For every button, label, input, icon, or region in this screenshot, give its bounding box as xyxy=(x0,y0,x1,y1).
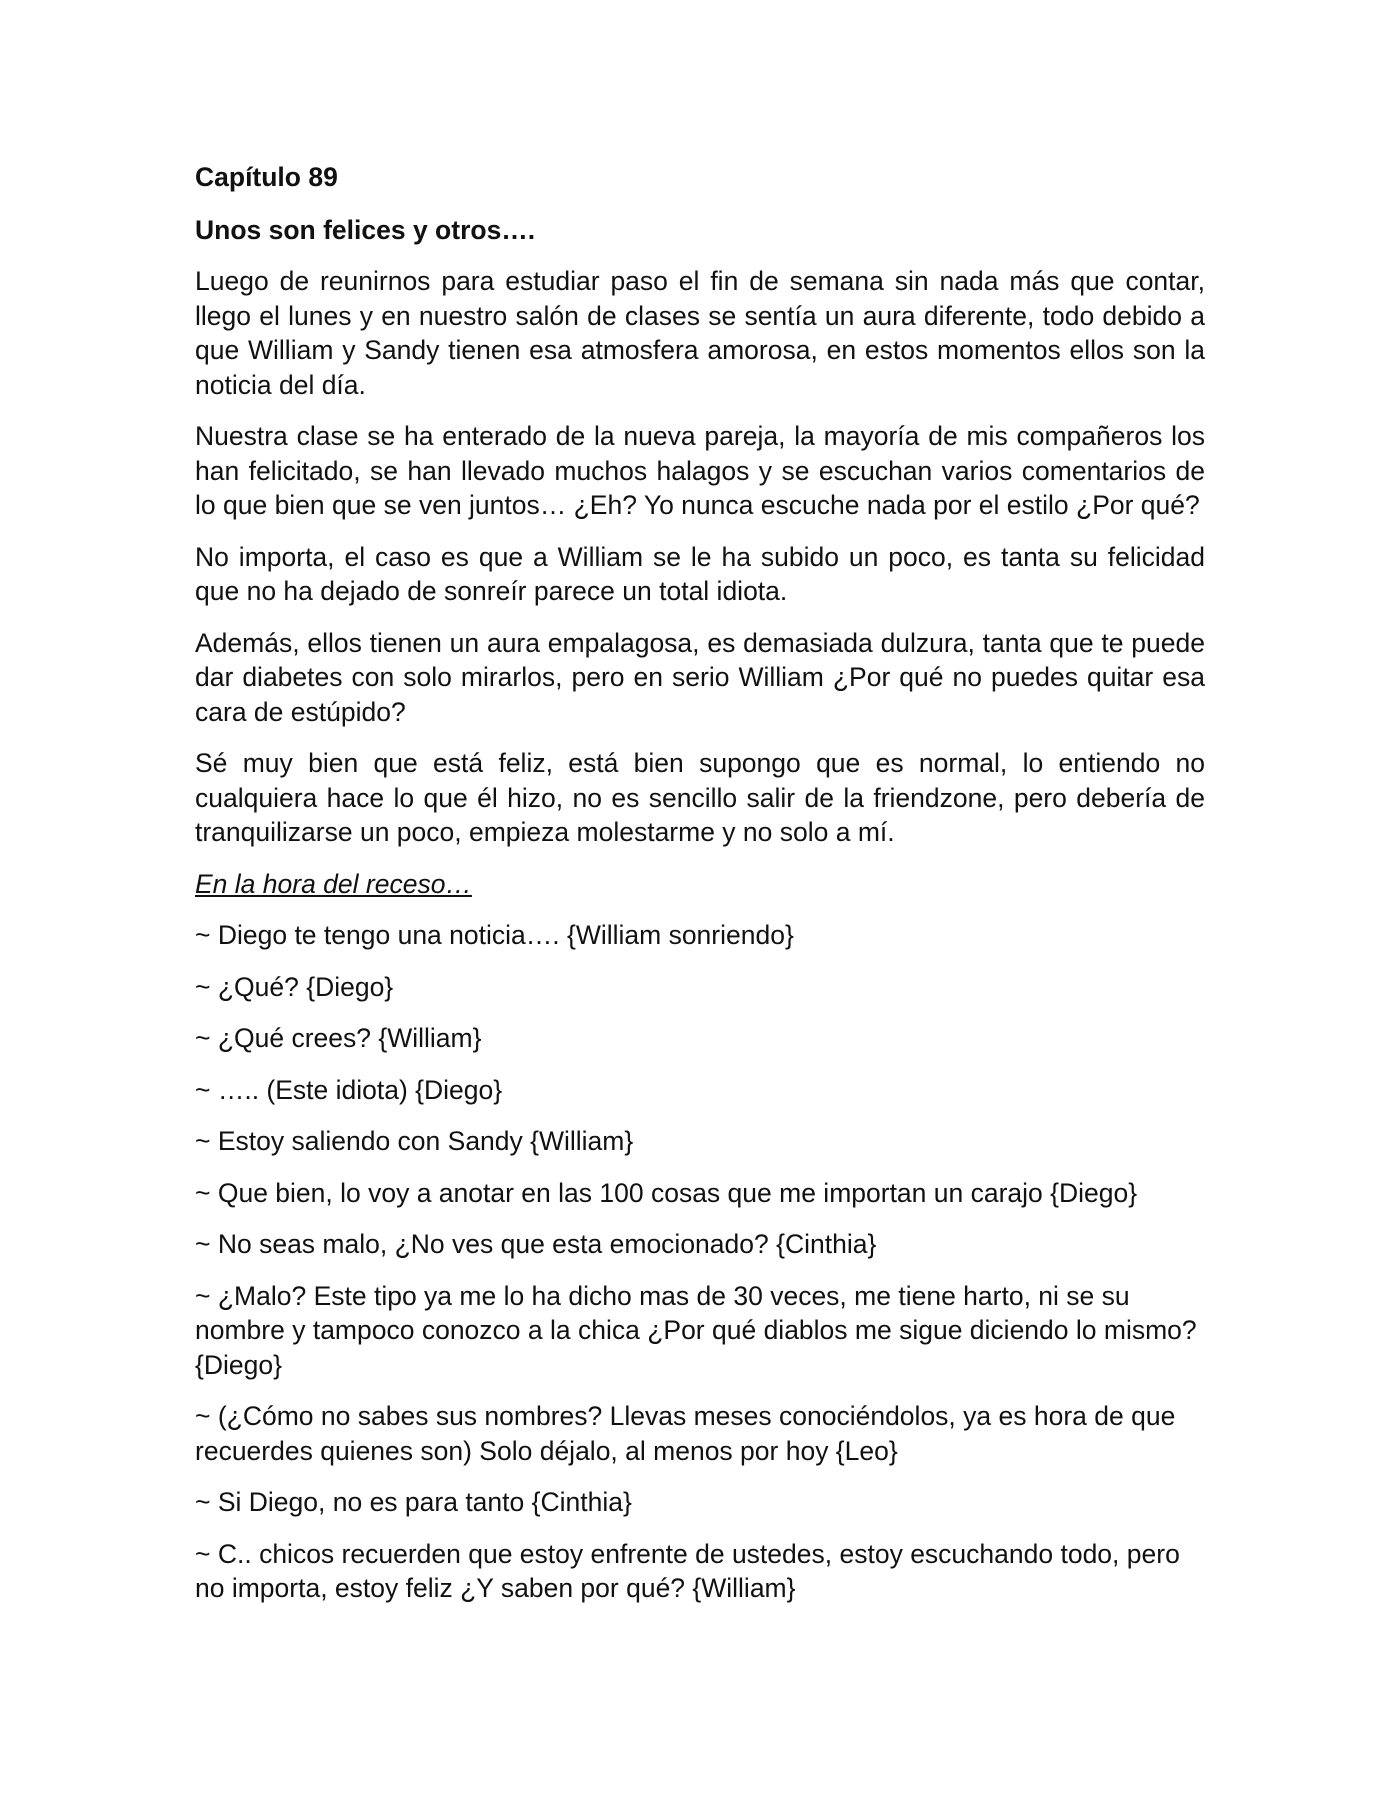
chapter-subtitle: Unos son felices y otros…. xyxy=(195,214,536,245)
dialogue-line: ~ ….. (Este idiota) {Diego} xyxy=(195,1074,503,1105)
dialogue-line: ~ ¿Qué crees? {William} xyxy=(195,1023,482,1053)
scene-heading-text: En la hora del receso… xyxy=(195,868,472,899)
dialogue-line: ~ Que bien, lo voy a anotar en las 100 cosas que me importan un carajo {Diego} xyxy=(195,1177,1138,1208)
dialogue-line: ~ Diego te tengo una noticia…. {William sonriendo} xyxy=(195,920,794,950)
scene-heading xyxy=(195,867,1205,902)
dialogue-line: ~ C.. chicos recuerden que estoy enfrente de ustedes, estoy escuchando todo, pero no importa, estoy feliz ¿Y saben por qué? {William} xyxy=(195,1538,1180,1603)
dialogue-line: ~ Estoy saliendo con Sandy {William} xyxy=(195,1126,634,1156)
chapter-title: Capítulo 89 xyxy=(195,162,338,192)
dialogue-line: ~ Si Diego, no es para tanto {Cinthia} xyxy=(195,1487,632,1517)
paragraph: No importa, el caso es que a William se le ha subido un poco, es tanta su felicidad que no ha dejado de sonreír parece un total idiota. xyxy=(195,541,1205,606)
dialogue-line: ~ No seas malo, ¿No ves que esta emocionado? {Cinthia} xyxy=(195,1229,877,1259)
dialogue-line: ~ ¿Malo? Este tipo ya me lo ha dicho mas de 30 veces, me tiene harto, ni se su nombre y tampoco conozco a la chica ¿Por qué diablos me sigue diciendo lo mismo? {Diego} xyxy=(195,1280,1197,1380)
paragraph: Nuestra clase se ha enterado de la nueva pareja, la mayoría de mis compañeros los han felicitado, se han llevado muchos halagos y se escuchan varios comentarios de lo que bien que se ven juntos… ¿Eh? Yo nunca escuche nada por el estilo ¿Por qué? xyxy=(195,421,1205,520)
dialogue-line: ~ ¿Qué? {Diego} xyxy=(195,971,394,1002)
paragraph: Sé muy bien que está feliz, está bien supongo que es normal, lo entiendo no cualquiera hace lo que él hizo, no es sencillo salir de la friendzone, pero debería de tranquilizarse un poco, empieza molestarme y no solo a mí. xyxy=(195,748,1205,847)
paragraph: Además, ellos tienen un aura empalagosa, es demasiada dulzura, tanta que te puede dar diabetes con solo mirarlos, pero en serio William ¿Por qué no puedes quitar esa cara de estúpido? xyxy=(195,627,1205,727)
document-page xyxy=(195,160,1205,1623)
dialogue-line: ~ (¿Cómo no sabes sus nombres? Llevas meses conociéndolos, ya es hora de que recuerdes quienes son) Solo déjalo, al menos por hoy {Leo} xyxy=(195,1401,1176,1466)
paragraph: Luego de reunirnos para estudiar paso el fin de semana sin nada más que contar, llego el lunes y en nuestro salón de clases se sentía un aura diferente, todo debido a que William y Sandy tienen esa atmosfera amorosa, en estos momentos ellos son la noticia del día. xyxy=(195,266,1205,400)
